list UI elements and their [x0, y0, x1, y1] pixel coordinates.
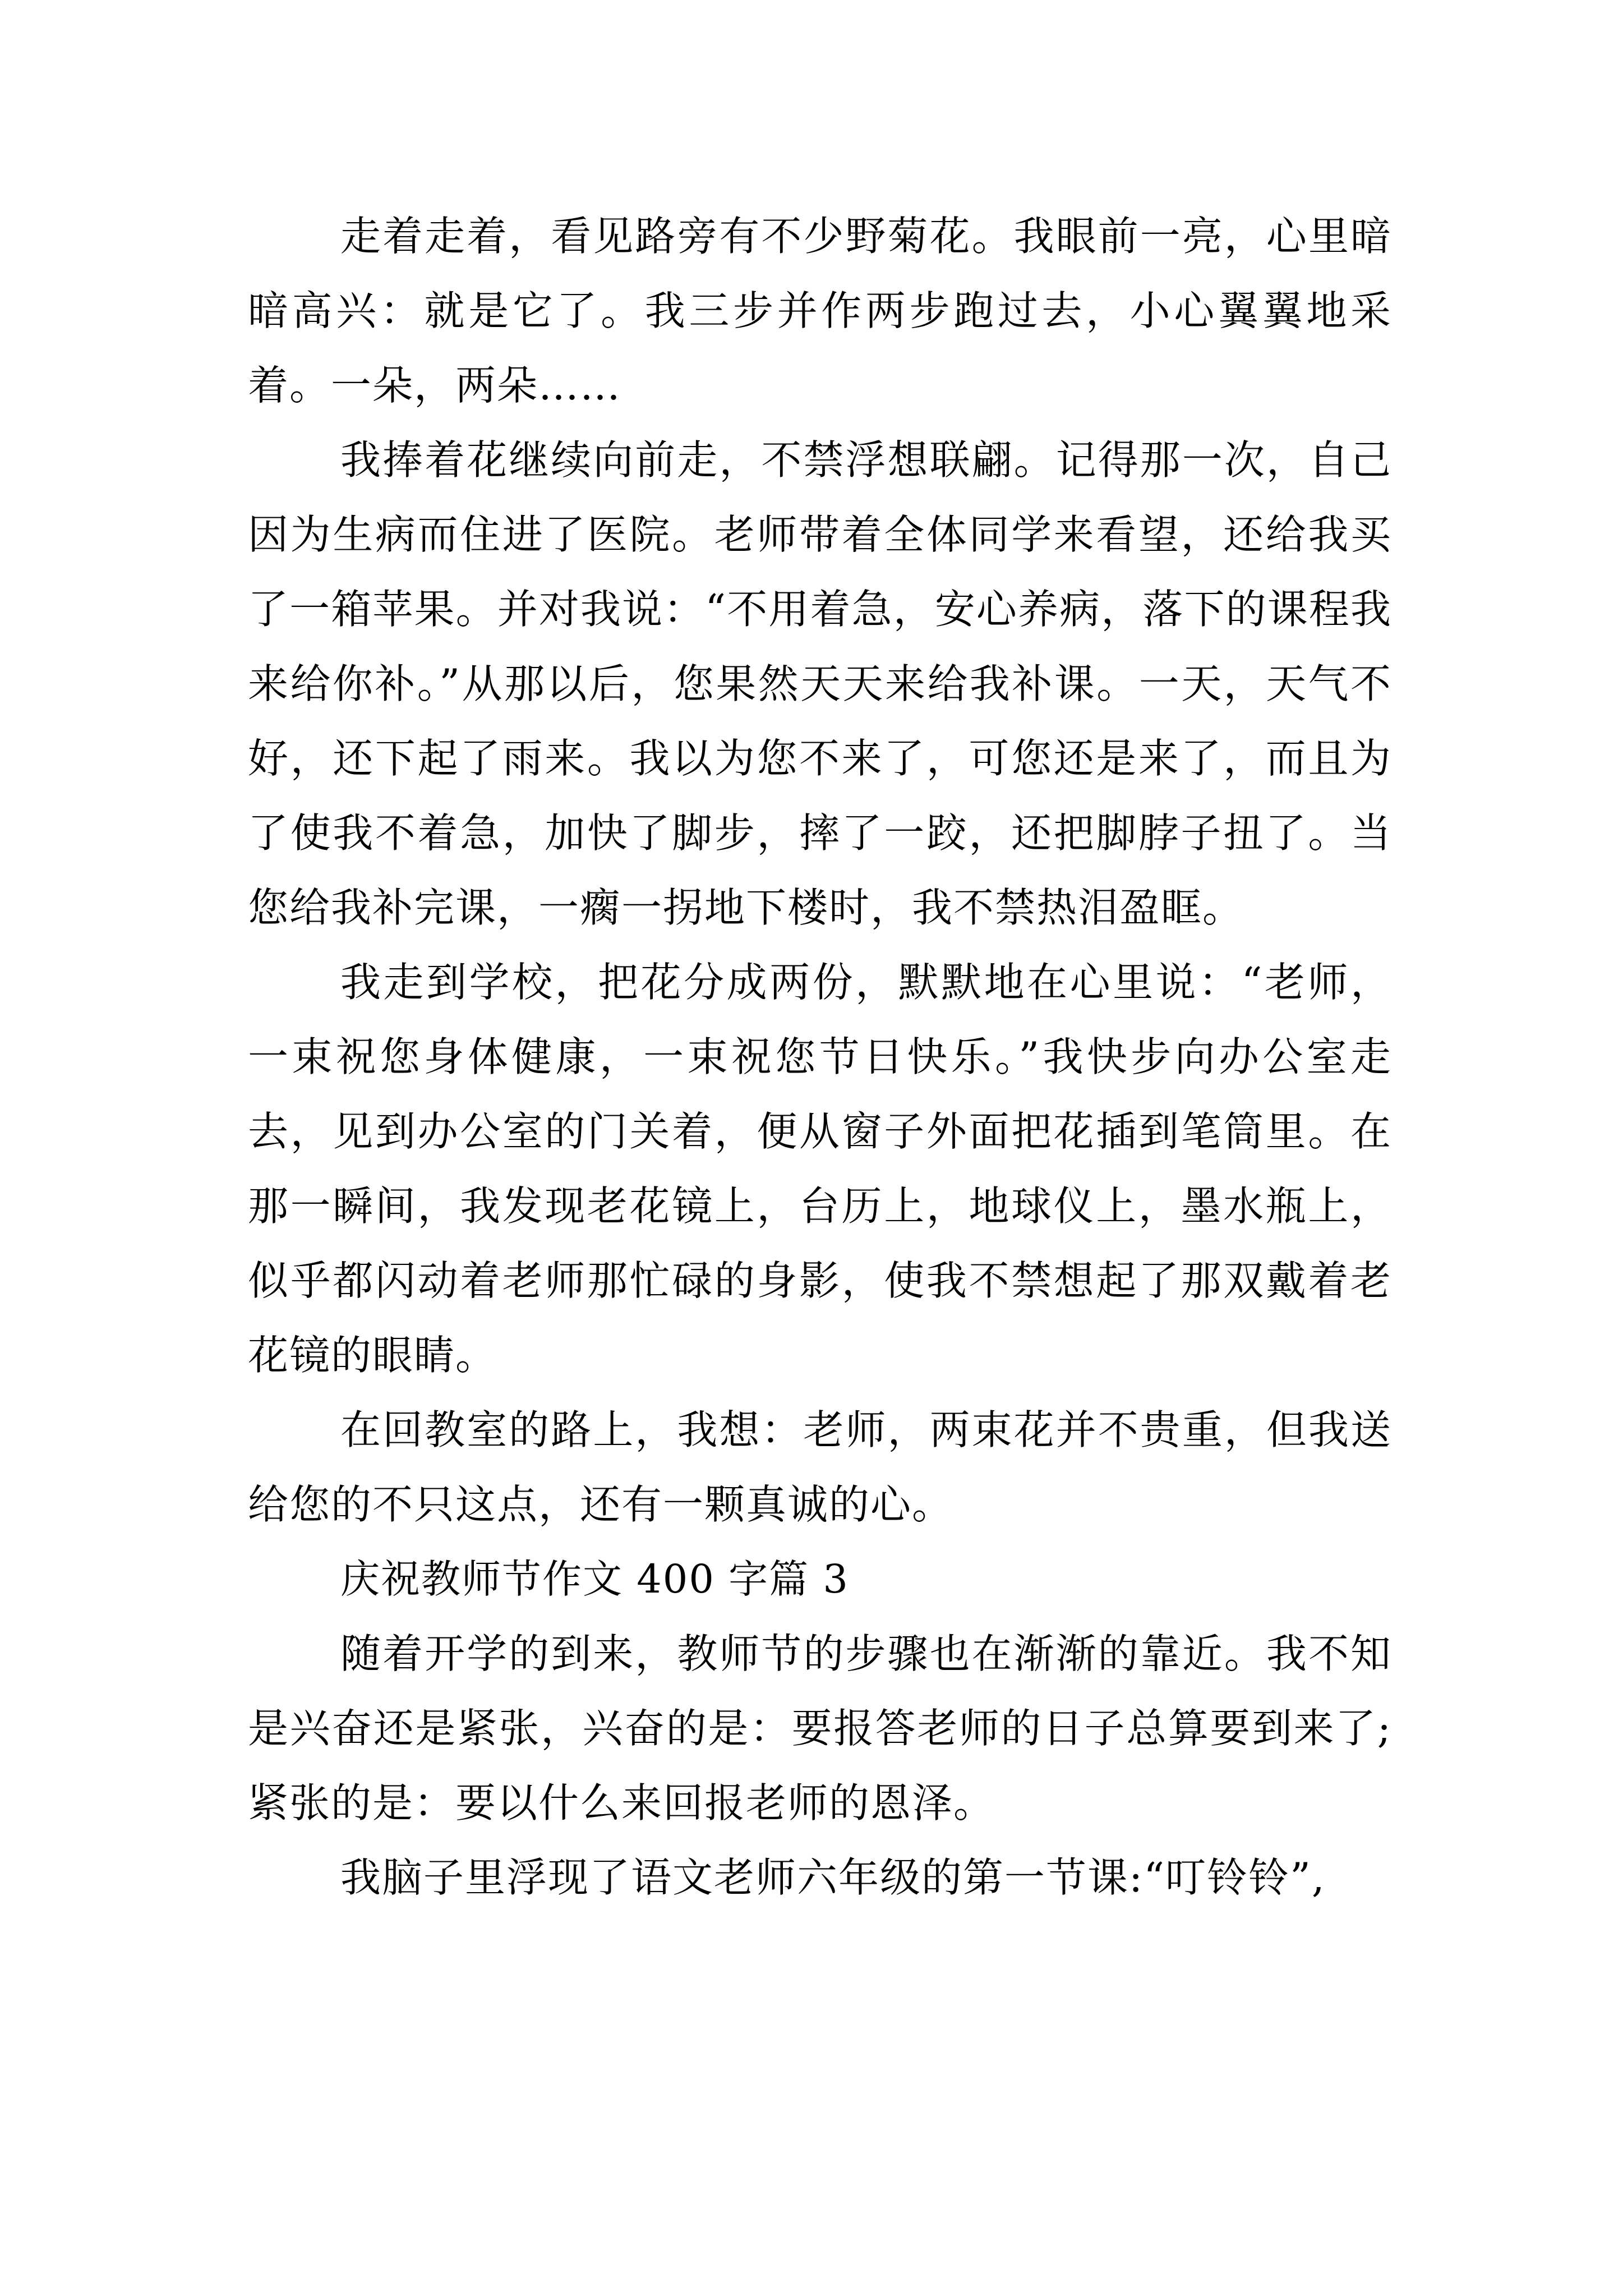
paragraph-2: 我捧着花继续向前走，不禁浮想联翩。记得那一次，自己因为生病而住进了医院。老师带着全体同学来看望，还给我买了一箱苹果。并对我说：“不用着急，安心养病，落下的课程我来给你补。”从那以后，您果然天天来给我补课。一天，天气不好，还下起了雨来。我以为您不来了，可您还是来了，而且为了使我不着急，加快了脚步，摔了一跤，还把脚脖子扭了。当您给我补完课，一瘸一拐地下楼时，我不禁热泪盈眶。: [248, 436, 1392, 931]
section-heading: 庆祝教师节作文 400 字篇 3: [340, 1556, 849, 1602]
paragraph-5: 随着开学的到来，教师节的步骤也在渐渐的靠近。我不知是兴奋还是紧张，兴奋的是：要报答老师的日子总算要到来了;紧张的是：要以什么来回报老师的恩泽。: [248, 1630, 1392, 1826]
paragraph-6: 我脑子里浮现了语文老师六年级的第一节课:“叮铃铃”,: [340, 1854, 1326, 1901]
paragraph-3: 我走到学校，把花分成两份，默默地在心里说：“老师，一束祝您身体健康，一束祝您节日快乐。”我快步向办公室走去，见到办公室的门关着，便从窗子外面把花插到笔筒里。在那一瞬间，我发现老花镜上，台历上，地球仪上，墨水瓶上，似乎都闪动着老师那忙碌的身影，使我不禁想起了那双戴着老花镜的眼睛。: [248, 959, 1392, 1379]
paragraph-4: 在回教室的路上，我想：老师，两束花并不贵重，但我送给您的不只这点，还有一颗真诚的心。: [248, 1406, 1392, 1528]
paragraph-1: 走着走着，看见路旁有不少野菊花。我眼前一亮，心里暗暗高兴：就是它了。我三步并作两步跑过去，小心翼翼地采着。一朵，两朵……: [248, 213, 1392, 409]
document-body: [248, 199, 1392, 1915]
